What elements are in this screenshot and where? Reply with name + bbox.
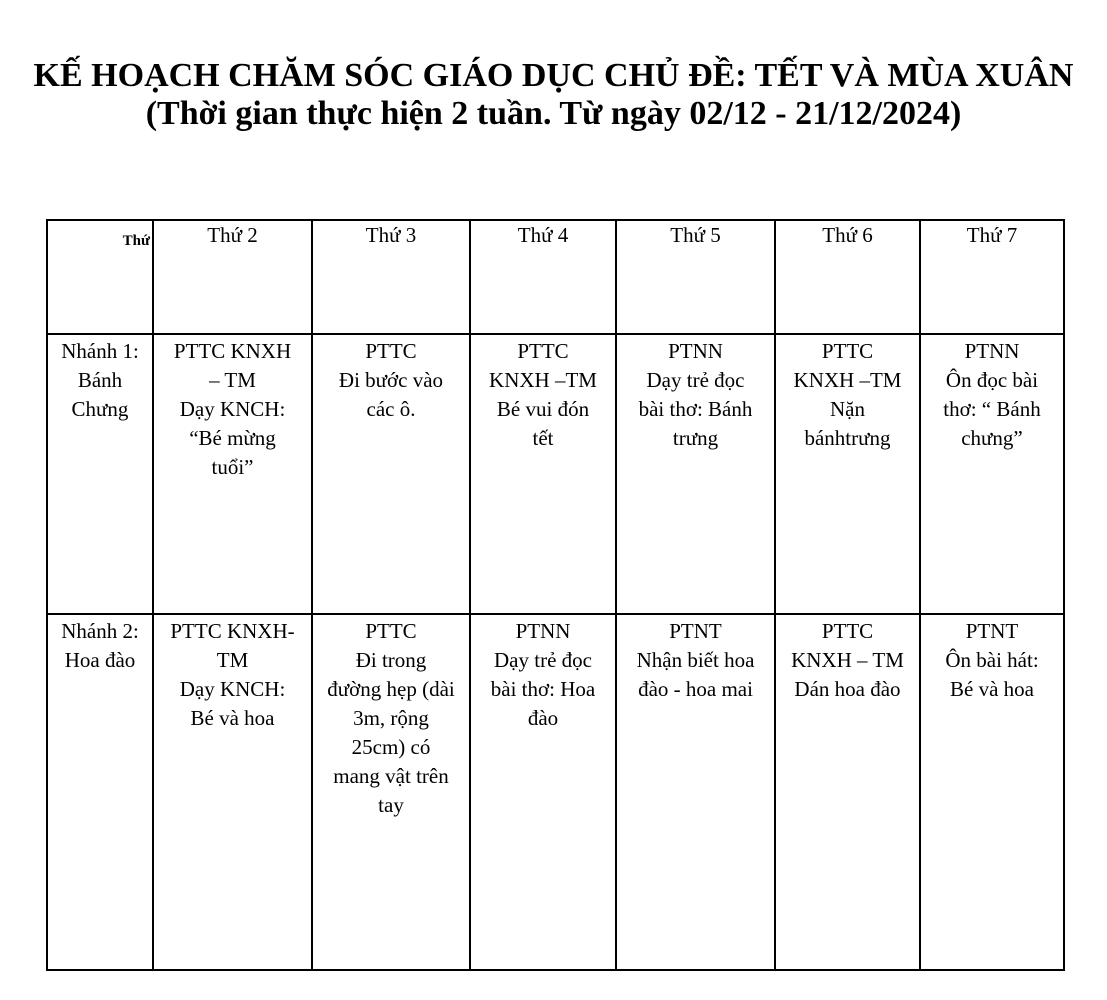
- activity-cell: [616, 614, 775, 970]
- document-subtitle: (Thời gian thực hiện 2 tuần. Từ ngày 02/12 - 21/12/2024): [145, 95, 962, 132]
- activity-cell: [153, 614, 312, 970]
- activity-cell: [920, 614, 1064, 970]
- activity-cell: [153, 334, 312, 614]
- row-label-cell: [47, 334, 153, 614]
- activity-text: PTTC KNXH –TM Bé vui đón tết: [489, 339, 597, 450]
- row-label-cell: [47, 614, 153, 970]
- activity-text: PTNT Ôn bài hát: Bé và hoa: [945, 619, 1039, 701]
- day-header-cell: Thứ 5: [616, 220, 775, 334]
- activity-text: PTTC KNXH- TM Dạy KNCH: Bé và hoa: [170, 619, 295, 730]
- day-header-cell: Thứ 6: [775, 220, 920, 334]
- header-row: [47, 220, 1064, 334]
- activity-cell: [920, 334, 1064, 614]
- activity-text: PTNT Nhận biết hoa đào - hoa mai: [636, 619, 755, 701]
- row-label: Nhánh 2: Hoa đào: [61, 619, 139, 672]
- corner-label: Thứ: [122, 233, 150, 249]
- activity-cell: [470, 334, 616, 614]
- document-header: [0, 58, 1107, 134]
- day-header-cell: Thứ 7: [920, 220, 1064, 334]
- activity-text: PTNN Dạy trẻ đọc bài thơ: Hoa đào: [490, 619, 596, 730]
- activity-cell: [775, 334, 920, 614]
- activity-text: PTNN Dạy trẻ đọc bài thơ: Bánh trưng: [638, 339, 753, 450]
- activity-cell: [470, 614, 616, 970]
- activity-text: PTTC Đi bước vào các ô.: [338, 339, 444, 421]
- activity-text: PTTC KNXH – TM Dạy KNCH: “Bé mừng tuổi”: [173, 339, 292, 479]
- day-header-cell: Thứ 4: [470, 220, 616, 334]
- activity-cell: [312, 614, 470, 970]
- activity-cell: [312, 334, 470, 614]
- activity-text: PTTC KNXH – TM Dán hoa đào: [791, 619, 904, 701]
- activity-text: PTTC KNXH –TM Nặn bánhtrưng: [793, 339, 902, 450]
- corner-header-cell: [47, 220, 153, 334]
- activity-text: PTNN Ôn đọc bài thơ: “ Bánh chưng”: [943, 339, 1041, 450]
- activity-text: PTTC Đi trong đường hẹp (dài 3m, rộng 25cm) có mang vật trên tay: [327, 619, 455, 817]
- day-header-cell: Thứ 2: [153, 220, 312, 334]
- table-row: [47, 614, 1064, 970]
- activity-cell: [775, 614, 920, 970]
- table-row: [47, 334, 1064, 614]
- weekly-plan-table: [46, 219, 1065, 971]
- activity-cell: [616, 334, 775, 614]
- day-header-cell: Thứ 3: [312, 220, 470, 334]
- row-label: Nhánh 1: Bánh Chưng: [61, 339, 139, 421]
- document-title: KẾ HOẠCH CHĂM SÓC GIÁO DỤC CHỦ ĐỀ: TẾT VÀ MÙA XUÂN: [33, 57, 1074, 94]
